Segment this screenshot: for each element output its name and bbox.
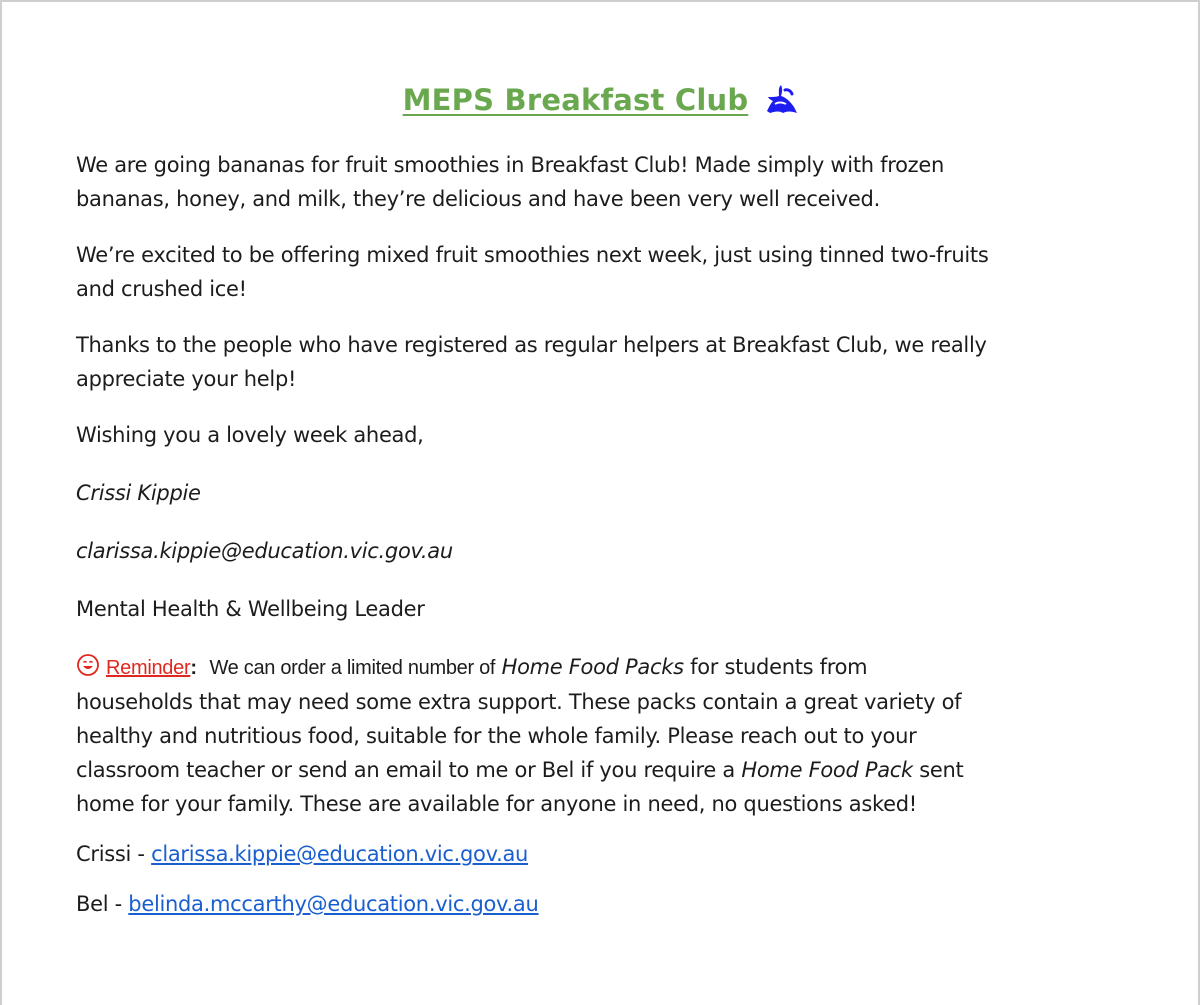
title-row xyxy=(2,80,1200,126)
page-title: MEPS Breakfast Club xyxy=(402,83,749,117)
signoff-name: Crissi Kippie xyxy=(76,481,201,505)
email-link-bel[interactable]: belinda.mccarthy@education.vic.gov.au xyxy=(128,892,539,916)
paragraph-thanks xyxy=(76,328,1146,396)
reminder-text: for students from xyxy=(690,655,868,679)
contact-prefix: Crissi - xyxy=(76,842,152,866)
reminder-line: healthy and nutritious food, suitable for the whole family. Please reach out to your xyxy=(76,724,917,748)
smiling-face-icon xyxy=(76,653,100,677)
paragraph-line: bananas, honey, and milk, they’re delicious and have been very well received. xyxy=(76,187,880,211)
reminder-text: We can order a limited number of xyxy=(209,657,496,679)
paragraph-line: We are going bananas for fruit smoothies in Breakfast Club! Made simply with frozen xyxy=(76,153,945,177)
reminder-line xyxy=(76,753,1146,787)
contact-prefix: Bel - xyxy=(76,892,129,916)
reminder-text: classroom teacher or send an email to me or Bel if you require a xyxy=(76,758,735,782)
reminder-emphasis: Home Food Pack xyxy=(741,758,913,782)
paragraph-line: We’re excited to be offering mixed fruit smoothies next week, just using tinned two-fruits xyxy=(76,243,989,267)
contact-crissi xyxy=(76,837,1146,871)
signoff-role: Mental Health & Wellbeing Leader xyxy=(76,597,425,621)
reminder-text: sent xyxy=(919,758,964,782)
banana-icon xyxy=(761,80,801,120)
signoff-greeting: Wishing you a lovely week ahead, xyxy=(76,423,424,447)
reminder-block xyxy=(76,650,1146,821)
paragraph-mixed-fruit xyxy=(76,238,1146,306)
reminder-line: home for your family. These are available for anyone in need, no questions asked! xyxy=(76,792,917,816)
reminder-line: households that may need some extra support. These packs contain a great variety of xyxy=(76,690,962,714)
reminder-emphasis: Home Food Packs xyxy=(501,655,684,679)
paragraph-line: Thanks to the people who have registered as regular helpers at Breakfast Club, we really xyxy=(76,333,987,357)
document-body xyxy=(76,80,1146,937)
paragraph-line: appreciate your help! xyxy=(76,367,297,391)
reminder-colon: : xyxy=(190,657,197,679)
paragraph-smoothies xyxy=(76,148,1146,216)
paragraph-line: and crushed ice! xyxy=(76,277,247,301)
email-link-crissi[interactable]: clarissa.kippie@education.vic.gov.au xyxy=(151,842,529,866)
reminder-label: Reminder xyxy=(106,657,191,679)
signoff-email: clarissa.kippie@education.vic.gov.au xyxy=(76,539,453,563)
reminder-line xyxy=(76,650,1146,685)
contact-bel xyxy=(76,887,1146,921)
